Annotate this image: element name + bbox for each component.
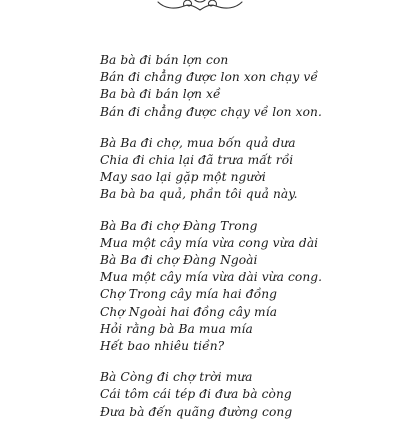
stanza-1 [100, 52, 390, 121]
poem-line: Bà Ba đi chợ, mua bốn quả dưa [100, 135, 296, 150]
stanza-3 [100, 218, 390, 356]
poem-line: Đưa bà đến quãng đường cong [100, 404, 293, 419]
poem-line: Bà Ba đi chợ Đàng Ngoài [100, 253, 258, 268]
stanza-4 [100, 369, 390, 421]
poem-line: Chia đi chia lại đã trưa mất rồi [100, 153, 294, 168]
poem-line: Ba bà đi bán lợn con [100, 53, 229, 67]
poem-line: Ba bà đi bán lợn xề [100, 87, 221, 102]
poem-line: Bán đi chẳng được chạy về lon xon. [100, 104, 322, 119]
poem-line: Hỏi rằng bà Ba mua mía [100, 321, 253, 336]
stanza-2 [100, 135, 390, 204]
poem-line: Bà Còng đi chợ trời mưa [100, 370, 253, 385]
poem-line: May sao lại gặp một người [100, 170, 266, 185]
poem-line: Hết bao nhiêu tiền? [100, 339, 225, 354]
poem-line: Mua một cây mía vừa cong vừa dài [100, 235, 319, 250]
poem-line: Chợ Trong cây mía hai đồng [100, 287, 278, 302]
poem-line: Ba bà ba quả, phần tôi quả này. [100, 187, 298, 202]
poem-line: Mua một cây mía vừa dài vừa cong. [100, 270, 323, 285]
decorative-ornament-icon [154, 0, 246, 16]
poem-line: Bán đi chẳng được lon xon chạy về [100, 70, 318, 85]
poem-line: Bà Ba đi chợ Đàng Trong [100, 218, 258, 233]
poem-line: Cái tôm cái tép đi đưa bà còng [100, 387, 292, 402]
poem-text [100, 52, 390, 435]
poem-line: Chợ Ngoài hai đồng cây mía [100, 304, 278, 319]
